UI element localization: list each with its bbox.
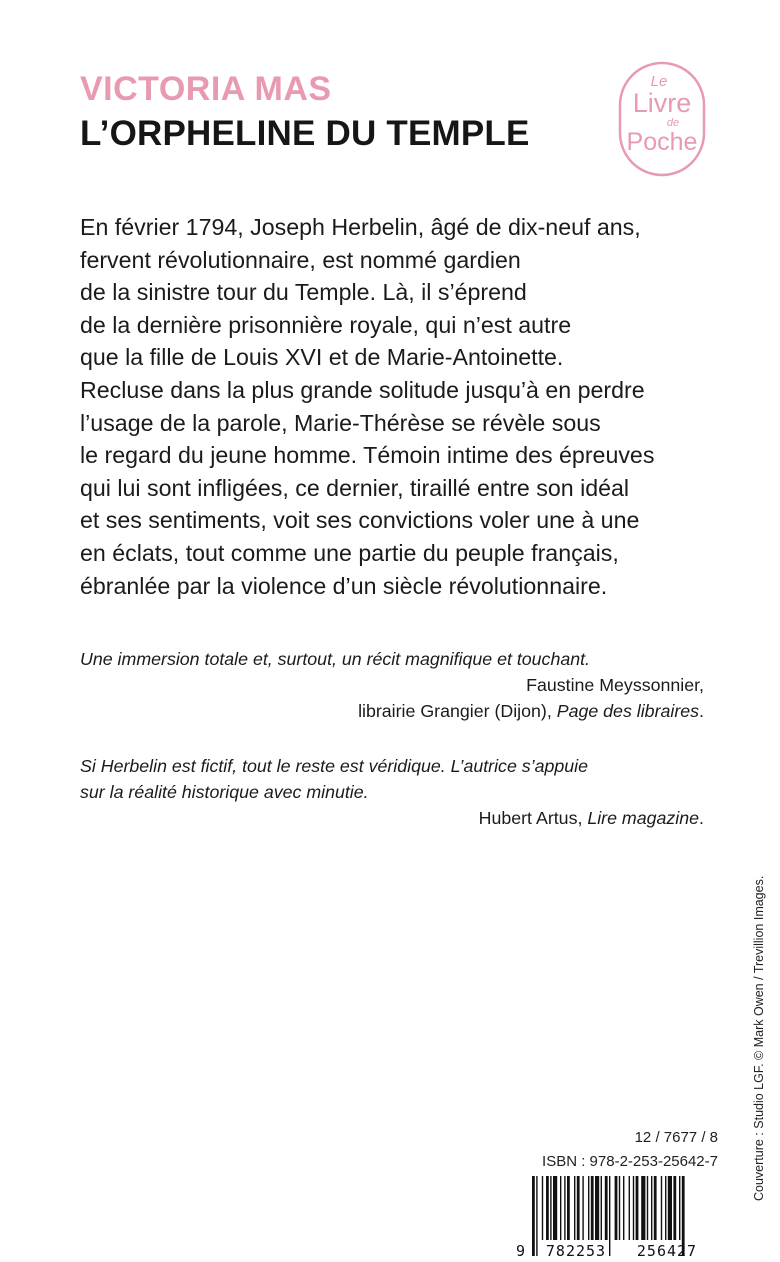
barcode-bar bbox=[636, 1176, 639, 1240]
barcode-bar bbox=[647, 1176, 648, 1240]
barcode-bar bbox=[633, 1176, 634, 1240]
blurb-line: fervent révolutionnaire, est nommé gardien bbox=[80, 246, 521, 273]
barcode-bar bbox=[609, 1176, 610, 1256]
blurb-line: ébranlée par la violence d’un siècle révolutionnaire. bbox=[80, 572, 608, 599]
quote-2-publication: Lire magazine bbox=[587, 808, 700, 828]
blurb-line: Recluse dans la plus grande solitude jusqu’à en perdre bbox=[80, 376, 645, 403]
barcode-bar bbox=[560, 1176, 561, 1240]
blurb-line: de la dernière prisonnière royale, qui n’est autre bbox=[80, 311, 572, 338]
barcode-bar bbox=[601, 1176, 602, 1240]
barcode-bar bbox=[673, 1176, 676, 1240]
blurb-line: de la sinistre tour du Temple. Là, il s’éprend bbox=[80, 279, 527, 306]
blurb-line: En février 1794, Joseph Herbelin, âgé de dix-neuf ans, bbox=[80, 214, 641, 240]
barcode-digits-right: 256427 bbox=[636, 1242, 698, 1260]
blurb-line: qui lui sont infligées, ce dernier, tiraillé entre son idéal bbox=[80, 474, 630, 501]
barcode-bar bbox=[567, 1176, 570, 1240]
quote-2-attribution bbox=[80, 805, 704, 831]
quote-2-period: . bbox=[699, 808, 704, 828]
cover-credit: Couverture : Studio LGF. © Mark Owen / Trevillion Images. bbox=[752, 875, 766, 1201]
logo-poche: Poche bbox=[626, 128, 698, 156]
isbn-number: ISBN : 978-2-253-25642-7 bbox=[542, 1153, 718, 1170]
blurb-line: en éclats, tout comme une partie du peuple français, bbox=[80, 539, 619, 566]
barcode-bar bbox=[542, 1176, 543, 1240]
book-codes bbox=[542, 1126, 718, 1174]
barcode-digits-left: 782253 bbox=[545, 1242, 607, 1260]
blurb-line: que la fille de Louis XVI et de Marie-Antoinette. bbox=[80, 344, 564, 371]
barcode-bar bbox=[665, 1176, 666, 1240]
cover-credit-wrap bbox=[752, 840, 772, 1200]
barcode-bar bbox=[577, 1176, 580, 1240]
barcode-bar bbox=[588, 1176, 589, 1240]
barcode-bar bbox=[615, 1176, 618, 1240]
barcode-bar bbox=[550, 1176, 551, 1240]
blurb-line: et ses sentiments, voit ses convictions voler une à une bbox=[80, 507, 640, 534]
barcode-bar bbox=[591, 1176, 594, 1240]
barcode-bar bbox=[654, 1176, 657, 1240]
barcode-bar bbox=[651, 1176, 652, 1240]
barcode-bar bbox=[679, 1176, 680, 1240]
barcode-bar bbox=[619, 1176, 620, 1240]
barcode-bar bbox=[623, 1176, 624, 1240]
barcode-bar bbox=[546, 1176, 549, 1240]
barcode-bar bbox=[532, 1176, 535, 1256]
logo-le: Le bbox=[650, 73, 668, 90]
quote-2-text-line-1: Si Herbelin est fictif, tout le reste est véridique. L’autrice s’appuie bbox=[80, 756, 589, 776]
quote-1-period: . bbox=[699, 701, 704, 721]
barcode-bar bbox=[582, 1176, 583, 1240]
le-livre-de-poche-logo bbox=[617, 60, 707, 178]
back-cover-blurb bbox=[80, 211, 720, 602]
barcode-bar bbox=[605, 1176, 608, 1240]
quote-2-reviewer: Hubert Artus, bbox=[478, 808, 588, 828]
logo-de: de bbox=[666, 117, 680, 129]
barcode-bar bbox=[595, 1176, 599, 1240]
quote-1-source bbox=[80, 698, 704, 724]
blurb-line: le regard du jeune homme. Témoin intime des épreuves bbox=[80, 442, 655, 469]
barcode-bar bbox=[564, 1176, 565, 1240]
blurb-line: l’usage de la parole, Marie-Thérèse se révèle sous bbox=[80, 409, 601, 436]
barcode-digit-first: 9 bbox=[516, 1242, 526, 1260]
author-name: VICTORIA MAS bbox=[80, 70, 332, 108]
quote-1-bookshop: librairie Grangier (Dijon), bbox=[358, 701, 557, 721]
quote-1-publication: Page des libraires bbox=[556, 701, 700, 721]
barcode-bar bbox=[668, 1176, 672, 1240]
quote-2-text-line-2: sur la réalité historique avec minutie. bbox=[80, 782, 369, 802]
barcode-bar bbox=[553, 1176, 557, 1240]
ean-barcode bbox=[512, 1174, 724, 1260]
review-quote-2 bbox=[80, 753, 704, 831]
quote-1-reviewer: Faustine Meyssonnier, bbox=[526, 675, 704, 695]
barcode-bar bbox=[641, 1176, 645, 1240]
review-quote-1 bbox=[80, 646, 704, 724]
barcode-bar bbox=[574, 1176, 575, 1240]
logo-livre: Livre bbox=[632, 88, 692, 118]
barcode-bar bbox=[661, 1176, 662, 1240]
reference-number: 12 / 7677 / 8 bbox=[634, 1129, 718, 1146]
barcode-bar bbox=[536, 1176, 537, 1256]
quote-1-text: Une immersion totale et, surtout, un récit magnifique et touchant. bbox=[80, 649, 590, 669]
book-title: L’ORPHELINE DU TEMPLE bbox=[80, 114, 530, 153]
barcode-bar bbox=[629, 1176, 630, 1240]
